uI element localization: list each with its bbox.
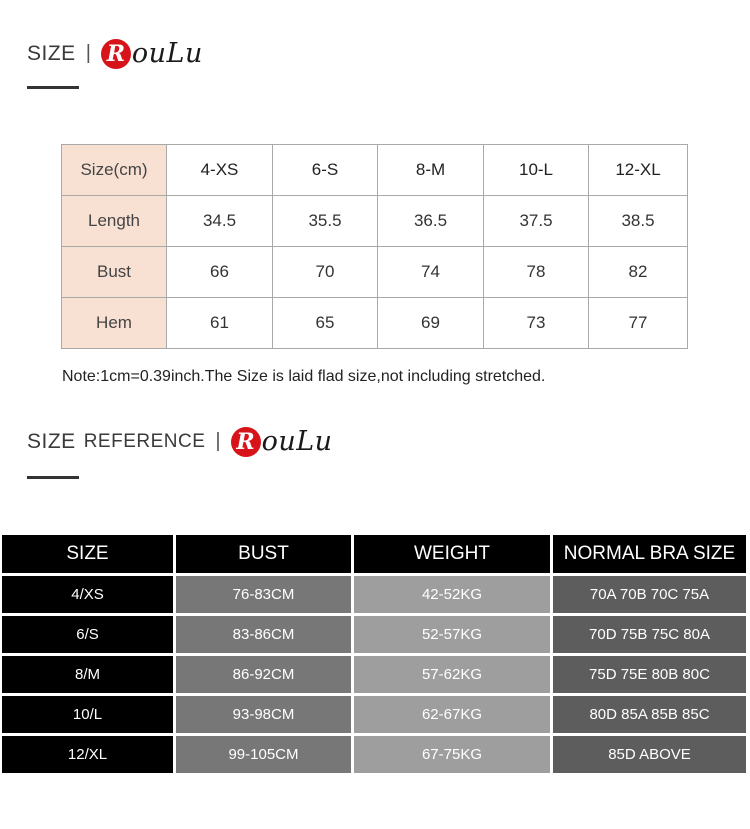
- size-table-cell: 73: [484, 298, 589, 349]
- ref-table-weight-cell: 62-67KG: [354, 696, 550, 733]
- ref-table-size-cell: 4/XS: [2, 576, 173, 613]
- ref-table-size-cell: 6/S: [2, 616, 173, 653]
- ref-table-bra-cell: 80D 85A 85B 85C: [553, 696, 746, 733]
- brand-logo: [231, 426, 333, 457]
- ref-table-size-cell: 10/L: [2, 696, 173, 733]
- size-table-cell: 65: [273, 298, 378, 349]
- size-table-cell: 77: [589, 298, 688, 349]
- size-table-cell: 35.5: [273, 196, 378, 247]
- ref-table-row: [2, 656, 749, 693]
- brand-logo-text: ouLu: [261, 426, 333, 457]
- size-table-cell: 82: [589, 247, 688, 298]
- size-table-cell: 34.5: [167, 196, 273, 247]
- ref-table-header-cell: SIZE: [2, 535, 173, 573]
- heading-underline: [27, 86, 79, 89]
- ref-table-row: [2, 616, 749, 653]
- ref-table-row: [2, 576, 749, 613]
- size-table-cell: 36.5: [378, 196, 484, 247]
- size-table-row: [62, 196, 688, 247]
- ref-table-header-cell: BUST: [176, 535, 351, 573]
- ref-table-bra-cell: 70D 75B 75C 80A: [553, 616, 746, 653]
- ref-table-header-cell: WEIGHT: [354, 535, 550, 573]
- size-table-row-label: Hem: [62, 298, 167, 349]
- ref-table-bust-cell: 83-86CM: [176, 616, 351, 653]
- ref-table-bust-cell: 76-83CM: [176, 576, 351, 613]
- ref-table-bra-cell: 75D 75E 80B 80C: [553, 656, 746, 693]
- size-table-cell: 70: [273, 247, 378, 298]
- size-table-row-label: Length: [62, 196, 167, 247]
- heading-separator: |: [85, 42, 91, 64]
- size-table-cell: 37.5: [484, 196, 589, 247]
- size-table-header-cell: 8-M: [378, 145, 484, 196]
- size-table-row: [62, 298, 688, 349]
- size-table-header-cell: 12-XL: [589, 145, 688, 196]
- ref-table-bra-cell: 70A 70B 70C 75A: [553, 576, 746, 613]
- size-table-row: [62, 247, 688, 298]
- ref-table-bust-cell: 93-98CM: [176, 696, 351, 733]
- ref-table-row: [2, 696, 749, 733]
- brand-logo-mark: R: [231, 427, 261, 457]
- size-reference-table: [2, 535, 749, 776]
- ref-table-weight-cell: 42-52KG: [354, 576, 550, 613]
- size-heading: [27, 38, 203, 69]
- ref-table-weight-cell: 52-57KG: [354, 616, 550, 653]
- size-heading-word: SIZE: [27, 41, 76, 65]
- size-table-header-cell: 10-L: [484, 145, 589, 196]
- heading-underline: [27, 476, 79, 479]
- size-reference-heading-ref: REFERENCE: [83, 430, 206, 452]
- brand-logo-text: ouLu: [131, 38, 203, 69]
- size-reference-heading-word: SIZE: [27, 429, 76, 453]
- ref-table-bust-cell: 99-105CM: [176, 736, 351, 773]
- ref-table-weight-cell: 57-62KG: [354, 656, 550, 693]
- size-table-cell: 69: [378, 298, 484, 349]
- size-table-header-cell: 4-XS: [167, 145, 273, 196]
- ref-table-row: [2, 736, 749, 773]
- ref-table-header-cell: NORMAL BRA SIZE: [553, 535, 746, 573]
- size-table-row-label: Bust: [62, 247, 167, 298]
- size-table-cell: 61: [167, 298, 273, 349]
- size-reference-heading: [27, 426, 333, 457]
- ref-table-size-cell: 12/XL: [2, 736, 173, 773]
- brand-logo-mark: R: [101, 39, 131, 69]
- ref-table-bra-cell: 85D ABOVE: [553, 736, 746, 773]
- ref-table-weight-cell: 67-75KG: [354, 736, 550, 773]
- ref-table-size-cell: 8/M: [2, 656, 173, 693]
- size-table: [61, 144, 688, 349]
- size-note: Note:1cm=0.39inch.The Size is laid flad size,not including stretched.: [62, 368, 546, 385]
- size-table-cell: 78: [484, 247, 589, 298]
- heading-separator: |: [215, 430, 221, 452]
- size-table-cell: 74: [378, 247, 484, 298]
- size-table-header-row: [62, 145, 688, 196]
- size-table-cell: 38.5: [589, 196, 688, 247]
- ref-table-header-row: [2, 535, 749, 573]
- size-table-cell: 66: [167, 247, 273, 298]
- ref-table-bust-cell: 86-92CM: [176, 656, 351, 693]
- brand-logo: [101, 38, 203, 69]
- size-table-header-cell: 6-S: [273, 145, 378, 196]
- size-table-header-label: Size(cm): [62, 145, 167, 196]
